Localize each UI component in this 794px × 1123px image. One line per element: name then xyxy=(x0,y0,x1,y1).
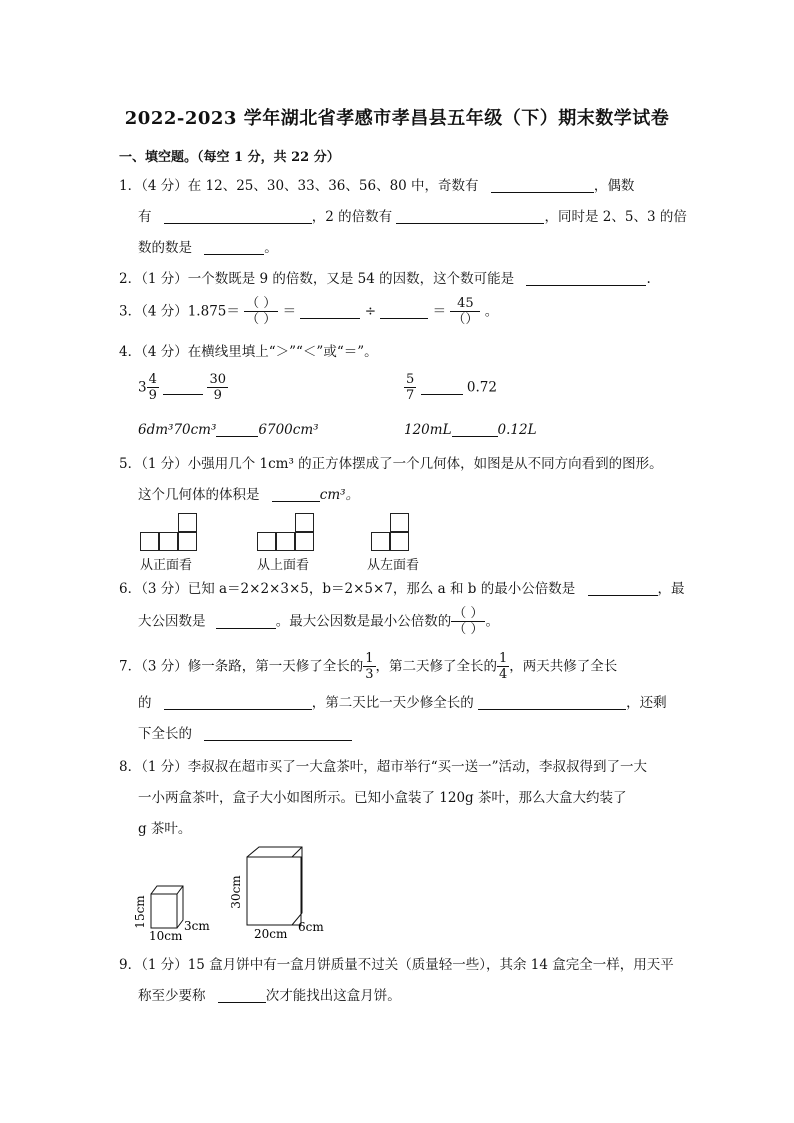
question-7-line-1: 7．（3 分）修一条路，第一天修了全长的 $\frac{1}{3}$ ，第二天修了全长的 $\frac{1}{4}$ ，两天共修了全长 xyxy=(119,651,618,682)
answer-blank[interactable] xyxy=(300,304,360,319)
question-7-line-3: 下全长的 xyxy=(138,725,352,743)
question-9-line-1: 9．（1 分）15 盒月饼中有一盒月饼质量不过关（质量轻一些），其余 14 盒完全一样，用天平 xyxy=(119,957,674,973)
big-height-label: 30cm xyxy=(229,875,243,909)
answer-blank[interactable] xyxy=(421,380,463,395)
question-1-line-1: 1．（4 分）在 12、25、30、33、36、56、80 中，奇数有 ，偶数 xyxy=(119,178,635,194)
tea-boxes-figure xyxy=(130,840,330,945)
question-7-line-2: 的 ，第二天比一天少修全长的 ，还剩 xyxy=(138,695,667,711)
question-5-line-2: 这个几何体的体积是 cm³。 xyxy=(138,487,360,503)
section-heading: 一、填空题。（每空 1 分，共 22 分） xyxy=(119,150,340,165)
front-view-caption: 从正面看 xyxy=(140,558,193,573)
fraction-blank[interactable]: $\frac{( )}{( )}$ xyxy=(246,296,277,327)
answer-blank[interactable] xyxy=(588,581,658,596)
compare-a: 3 $\frac{4}{9}$ $\frac{30}{9}$ xyxy=(138,372,227,403)
question-4-stem: 4．（4 分）在横线里填上“＞”“＜”或“＝”。 xyxy=(119,344,378,360)
question-1-line-2: 有 ，2 的倍数有 ，同时是 2、5、3 的倍 xyxy=(138,209,687,225)
exam-title: 2022-2023 学年湖北省孝感市孝昌县五年级（下）期末数学试卷 xyxy=(124,108,670,129)
question-9-line-2: 称至少要称 次才能找出这盒月饼。 xyxy=(138,988,401,1004)
answer-blank[interactable] xyxy=(216,422,258,437)
question-3: 3．（4 分）1.875＝ $\frac{( )}{( )}$ ＝ ÷ ＝ $\frac{45}{()}$ 。 xyxy=(119,296,499,327)
answer-blank[interactable] xyxy=(380,304,428,319)
answer-blank[interactable] xyxy=(478,695,626,710)
answer-blank[interactable] xyxy=(452,422,498,437)
question-1-line-3: 数的数是 。 xyxy=(138,240,278,256)
question-6-line-1: 6．（3 分）已知 a＝2×2×3×5，b＝2×5×7，那么 a 和 b 的最小公倍数是 ，最 xyxy=(119,581,685,597)
question-6-line-2: 大公因数是 。最大公因数是最小公倍数的 $\frac{( )}{( )}$ 。 xyxy=(138,606,499,637)
fraction-45[interactable]: $\frac{45}{()}$ xyxy=(452,296,479,327)
question-2: 2．（1 分）一个数既是 9 的倍数，又是 54 的因数，这个数可能是 . xyxy=(119,271,651,287)
big-depth-label: 6cm xyxy=(298,920,324,934)
answer-blank[interactable] xyxy=(204,726,352,741)
answer-blank[interactable] xyxy=(526,271,646,286)
answer-blank[interactable] xyxy=(491,178,594,193)
compare-c: 6dm³70cm³ 6700cm³ xyxy=(138,422,319,438)
small-depth-label: 3cm xyxy=(184,919,210,933)
answer-blank[interactable] xyxy=(164,209,312,224)
answer-blank[interactable] xyxy=(218,988,266,1003)
small-box xyxy=(151,886,183,928)
answer-blank[interactable] xyxy=(163,380,203,395)
small-height-label: 15cm xyxy=(133,895,147,929)
fraction-blank[interactable]: $\frac{( )}{( )}$ xyxy=(453,606,484,637)
small-width-label: 10cm xyxy=(149,929,183,943)
top-view-caption: 从上面看 xyxy=(257,558,310,573)
left-view-caption: 从左面看 xyxy=(367,558,420,573)
answer-blank[interactable] xyxy=(216,614,276,629)
compare-d: 120mL 0.12L xyxy=(404,422,537,438)
answer-blank[interactable] xyxy=(396,209,544,224)
big-width-label: 20cm xyxy=(254,927,288,941)
big-box xyxy=(247,847,302,925)
question-8-line-2: 一小两盒茶叶，盒子大小如图所示。已知小盒装了 120g 茶叶，那么大盒大约装了 xyxy=(138,790,627,806)
answer-blank[interactable] xyxy=(272,487,320,502)
question-8-line-3: g 茶叶。 xyxy=(138,821,192,837)
answer-blank[interactable] xyxy=(204,240,264,255)
question-5-line-1: 5．（1 分）小强用几个 1cm³ 的正方体摆成了一个几何体，如图是从不同方向看到的图形。 xyxy=(119,456,663,472)
answer-blank[interactable] xyxy=(164,695,312,710)
question-8-line-1: 8．（1 分）李叔叔在超市买了一大盒茶叶，超市举行“买一送一”活动，李叔叔得到了一大 xyxy=(119,759,648,775)
compare-b: $\frac{5}{7}$ 0.72 xyxy=(406,372,497,403)
